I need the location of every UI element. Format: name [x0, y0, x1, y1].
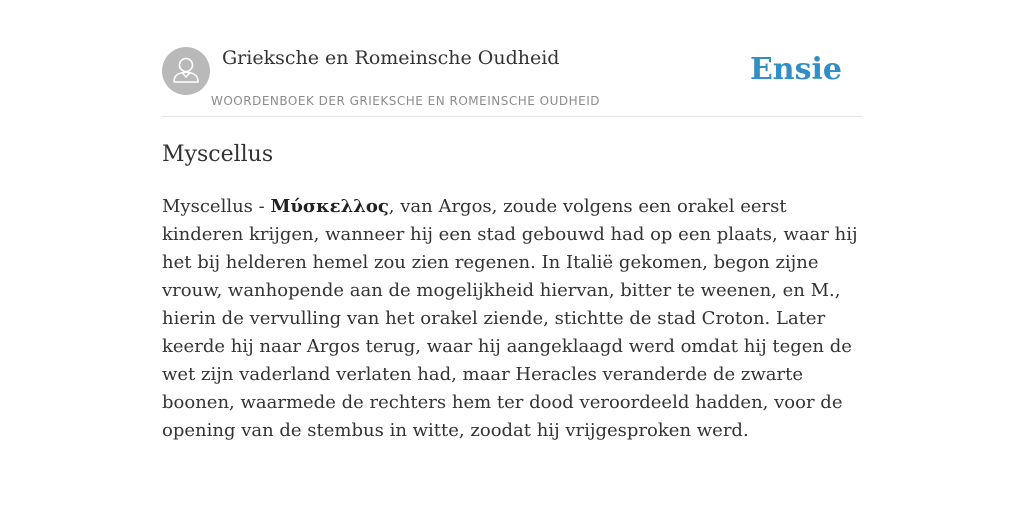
book-avatar[interactable]: [162, 47, 210, 95]
book-title-link[interactable]: Grieksche en Romeinsche Oudheid: [222, 47, 560, 69]
entry-body: [162, 193, 867, 445]
ensie-logo-link[interactable]: Ensie: [749, 52, 842, 87]
book-subtitle: WOORDENBOEK DER GRIEKSCHE EN ROMEINSCHE OUDHEID: [211, 94, 601, 108]
entry-title: Myscellus: [162, 142, 274, 167]
entry-text: , van Argos, zoude volgens een orakel eerst kinderen krijgen, wanneer hij een stad gebouwd had op een plaats, waar hij het bij helderen hemel zou zien regenen. In Italië gekomen, begon zijne vrouw, wanhopende aan de mogelijkheid hiervan, bitter te weenen, en M., hierin de vervulling van het orakel ziende, stichtte de stad Croton. Later keerde hij naar Argos terug, waar hij aangeklaagd werd omdat hij tegen de wet zijn vaderland verlaten had, maar Heracles veranderde de zwarte boonen, waarmede de rechters hem ter dood veroordeeld hadden, voor de opening van de stembus in witte, zoodat hij vrijgesproken werd.: [162, 196, 858, 441]
user-placeholder-icon: [162, 47, 210, 95]
entry-lead: Myscellus -: [162, 196, 271, 217]
book-header: [162, 46, 862, 117]
entry-greek-term: Μύσκελλος: [270, 196, 389, 217]
